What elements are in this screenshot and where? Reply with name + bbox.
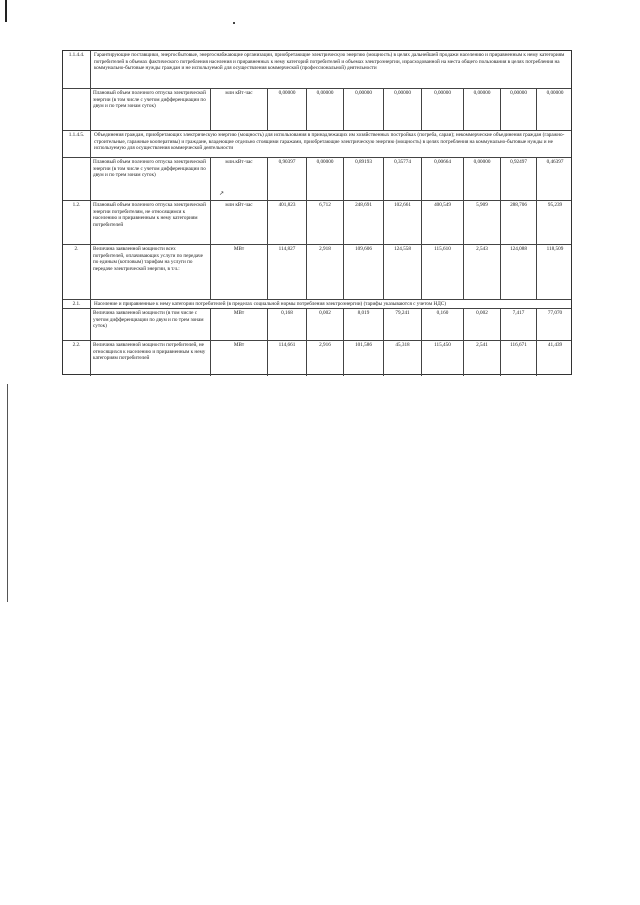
row-label: Плановый объем полезного отпуска электрической энергии (в том числе с учетом дифференциации по двум и по трем зонам суток)	[90, 89, 210, 131]
value-cell: 0,002	[463, 309, 500, 341]
row-unit: млн.кВт·час	[210, 158, 267, 201]
value-cell: 124,558	[383, 245, 421, 300]
table-row	[63, 340, 571, 376]
value-cell: 0,00000	[306, 89, 343, 131]
value-cell: 95,239	[536, 201, 573, 245]
table-row	[63, 51, 571, 88]
table-row	[63, 157, 571, 201]
row-number: 2.2.	[72, 342, 81, 348]
value-cell: 5,909	[463, 201, 500, 245]
row-unit: млн кВт·час	[210, 201, 267, 245]
row-unit: МВт	[210, 341, 267, 376]
value-cell: 248,691	[343, 201, 383, 245]
value-cell: 0,00000	[463, 89, 500, 131]
value-cell: 102,661	[383, 201, 421, 245]
row-number	[63, 158, 90, 201]
category-heading: Население и приравненные к нему категории потребителей (в пределах социальной нормы потребления электроэнергии) (тарифы указываются с учетом НДС)	[90, 300, 571, 309]
table-row	[63, 88, 571, 131]
value-cell: 0,89193	[343, 158, 383, 201]
value-cell: 0,92497	[500, 158, 536, 201]
value-cell: 2,916	[306, 341, 343, 376]
value-cell: 0,90397	[267, 158, 306, 201]
value-cell: 79,241	[383, 309, 421, 341]
value-cell: 116,671	[500, 341, 536, 376]
value-cell: 45,318	[383, 341, 421, 376]
value-cell: 118,509	[536, 245, 573, 300]
row-label: Величина заявленной мощности всех потребителей, оплачивающих услуги по передаче по единым (котловым) тарифам на услуги по передаче электрической энергии, в т.ч.:	[90, 245, 210, 300]
value-cell: 115,450	[421, 341, 463, 376]
category-heading: Гарантирующие поставщики, энергосбытовые, энергоснабжающие организации, приобретающие электрическую энергию (мощность) в целях дальнейшей продажи населению и приравненным к нему категориям потребителей в объемах фактического потребления населения и приравненных к нему категорий потребителей и объемах электроэнергии, израсходованной на места общего пользования в целях потребления на коммунально-бытовые нужды граждан и не используемой для осуществления коммерческой (профессиональной) деятельности	[90, 51, 571, 88]
value-cell: 101,586	[343, 341, 383, 376]
value-cell: 7,417	[500, 309, 536, 341]
pen-tick-mark: ↗	[219, 191, 225, 197]
row-number	[63, 89, 90, 131]
value-cell: 6,712	[306, 201, 343, 245]
tariff-table	[62, 50, 572, 375]
value-cell: 401,823	[267, 201, 306, 245]
value-cell: 0,00000	[306, 158, 343, 201]
scan-speck	[233, 22, 235, 24]
value-cell: 2,541	[463, 341, 500, 376]
row-label: Плановый объем полезного отпуска электрической энергии (в том числе с учетом дифференциации по двум и по трем зонам суток)	[90, 158, 210, 201]
value-cell: 0,00000	[421, 89, 463, 131]
row-number: 2.1.	[72, 301, 81, 307]
value-cell: 114,661	[267, 341, 306, 376]
value-cell: 109,606	[343, 245, 383, 300]
row-number: 1.1.4.4.	[68, 52, 85, 58]
value-cell: 2,918	[306, 245, 343, 300]
table-row	[63, 200, 571, 245]
value-cell: 77,070	[536, 309, 573, 341]
value-cell: 0,00000	[343, 89, 383, 131]
value-cell: 0,160	[421, 309, 463, 341]
table-row	[63, 130, 571, 158]
value-cell: 0,35774	[383, 158, 421, 201]
row-unit: млн кВт·час	[210, 89, 267, 131]
value-cell: 115,610	[421, 245, 463, 300]
table-row	[63, 244, 571, 300]
row-unit: МВт	[210, 309, 267, 341]
value-cell: 0,00664	[421, 158, 463, 201]
value-cell: 400,549	[421, 201, 463, 245]
value-cell: 288,706	[500, 201, 536, 245]
table-row	[63, 308, 571, 341]
row-number	[63, 309, 90, 341]
row-label: Величина заявленной мощности (в том числе с учетом дифференциации по двум и по трем зонам суток)	[90, 309, 210, 341]
category-heading: Объединения граждан, приобретающих электрическую энергию (мощность) для использования в принадлежащих им хозяйственных постройках (погреба, сараи); некоммерческие объединения граждан (гаражно-строительные, гаражные кооперативы) и граждане, владеющие отдельно стоящими гаражами, приобретающие электрическую энергию (мощность) в целях потребления на коммунально-бытовые нужды и не используемую для осуществления коммерческой деятельности	[90, 131, 571, 158]
value-cell: 41,439	[536, 341, 573, 376]
row-label: Плановый объем полезного отпуска электрической энергии потребителям, не относящимся к населению и приравненным к нему категориям потребителей	[90, 201, 210, 245]
row-number: 1.1.4.5.	[68, 132, 85, 138]
value-cell: 8,019	[343, 309, 383, 341]
scan-margin-mark	[5, 0, 7, 22]
row-label: Величина заявленной мощности потребителей, не относящихся к населению и приравненным к нему категориям потребителей	[90, 341, 210, 376]
value-cell: 2,543	[463, 245, 500, 300]
value-cell: 0,00000	[500, 89, 536, 131]
value-cell: 114,827	[267, 245, 306, 300]
row-unit: МВт	[210, 245, 267, 300]
value-cell: 0,00000	[383, 89, 421, 131]
scan-edge-line	[7, 384, 8, 602]
value-cell: 0,002	[306, 309, 343, 341]
row-number: 2.	[74, 246, 79, 252]
value-cell: 0,00000	[463, 158, 500, 201]
row-number: 1.2.	[72, 202, 81, 208]
value-cell: 0,46397	[536, 158, 573, 201]
value-cell: 0,00000	[267, 89, 306, 131]
value-cell: 0,168	[267, 309, 306, 341]
value-cell: 0,00000	[536, 89, 573, 131]
value-cell: 124,088	[500, 245, 536, 300]
